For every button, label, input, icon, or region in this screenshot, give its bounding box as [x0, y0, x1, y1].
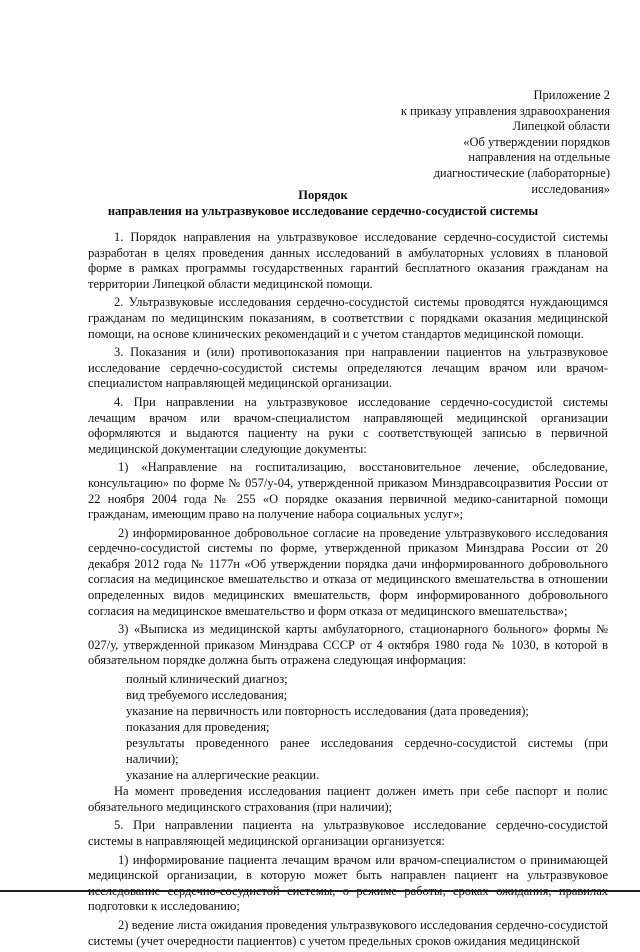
appendix-line: Приложение 2 — [533, 88, 610, 102]
list-item: результаты проведенного ранее исследования сердечно-сосудистой системы (при наличии); — [126, 736, 608, 766]
paragraph-5-item-1: 1) информирование пациента лечащим врачом или врачом-специалистом о принимающей медицинской организации, в которую может быть направлен пациент на ультразвуковое исследование сердечно-сосудистой системы, о режиме работы, сроках ожидания, правилах подготовки к исследованию; — [88, 852, 608, 914]
document-title — [36, 188, 610, 219]
paragraph-4: 4. При направлении на ультразвуковое исследование сердечно-сосудистой системы лечащим врачом или врачом-специалистом направляющей медицинской организации оформляются и выдаются пациенту на руки с соответствующей записью в первичной медицинской документации следующие документы: — [88, 394, 608, 456]
page-bottom-rule — [0, 890, 640, 892]
appendix-line: направления на отдельные — [468, 150, 610, 165]
paragraph-4-item-1: 1) «Направление на госпитализацию, восстановительное лечение, обследование, консультацию» по форме № 057/у-04, утвержденной приказом Минздравсоцразвития России от 22 ноября 2004 года № 255 «О порядке оказания первичной медико-санитарной помощи гражданам, имеющим право на получение набора социальных услуг»; — [88, 460, 608, 522]
list-item: показания для проведения; — [126, 720, 270, 735]
list-item: полный клинический диагноз; — [126, 672, 288, 687]
list-item: вид требуемого исследования; — [126, 688, 288, 703]
paragraph-2: 2. Ультразвуковые исследования сердечно-сосудистой системы проводятся нуждающимся гражданам по медицинским показаниям, в соответствии с порядками оказания медицинской помощи, на основе клинических рекомендаций и с учетом стандартов медицинской помощи. — [88, 295, 608, 341]
paragraph-4-item-3: 3) «Выписка из медицинской карты амбулаторного, стационарного больного» формы № 027/у, утвержденной приказом Минздрава СССР от 4 октября 1980 года № 1030, в которой в обязательном порядке должна быть отражена следующая информация: — [88, 622, 608, 668]
paragraph-5-item-2: 2) ведение листа ожидания проведения ультразвукового исследования сердечно-сосудистой системы (учет очередности пациентов) с учетом предельных сроков ожидания медицинской — [88, 917, 608, 948]
paragraph-1: 1. Порядок направления на ультразвуковое исследование сердечно-сосудистой системы разработан в целях проведения данных исследований в амбулаторных условиях в плановой форме в рамках программы государственных гарантий бесплатного оказания гражданам на территории Липецкой области медицинской помощи. — [88, 230, 608, 291]
document-body — [88, 230, 608, 952]
paragraph-5: 5. При направлении пациента на ультразвуковое исследование сердечно-сосудистой системы в направляющей медицинской организации организуется: — [88, 818, 608, 848]
paragraph-4-item-2: 2) информированное добровольное согласие на проведение ультразвукового исследования сердечно-сосудистой системы по форме, утвержденной приказом Минздрава России от 20 декабря 2012 года № 1177н «Об утверждении порядка дачи информированного добровольного согласия на медицинское вмешательство и отказа от медицинского вмешательства в отношении определенных видов медицинских вмешательств, форм информированного добровольного согласия на медицинское вмешательство и форм отказа от медицинского вмешательства»; — [88, 525, 608, 618]
paragraph-3: 3. Показания и (или) противопоказания при направлении пациентов на ультразвуковое исследование сердечно-сосудистой системы определяются лечащим врачом или врачом-специалистом направляющей медицинской организации. — [88, 345, 608, 391]
required-info-list — [88, 672, 608, 784]
appendix-line: к приказу управления здравоохранения — [400, 103, 610, 118]
appendix-line: «Об утверждении порядков — [463, 134, 610, 149]
paragraph-4-closing: На момент проведения исследования пациент должен иметь при себе паспорт и полис обязательного медицинского страхования (при наличии); — [88, 784, 608, 814]
title-line-1: Порядок — [298, 188, 348, 202]
title-line-2: направления на ультразвуковое исследование сердечно-сосудистой системы — [107, 203, 539, 218]
appendix-header — [290, 88, 610, 197]
appendix-line: диагностические (лабораторные) — [433, 165, 610, 180]
appendix-line: Липецкой области — [512, 119, 610, 134]
list-item: указание на первичность или повторность исследования (дата проведения); — [126, 704, 529, 719]
appendix-line: исследования» — [531, 181, 610, 196]
list-item: указание на аллергические реакции. — [126, 768, 320, 783]
